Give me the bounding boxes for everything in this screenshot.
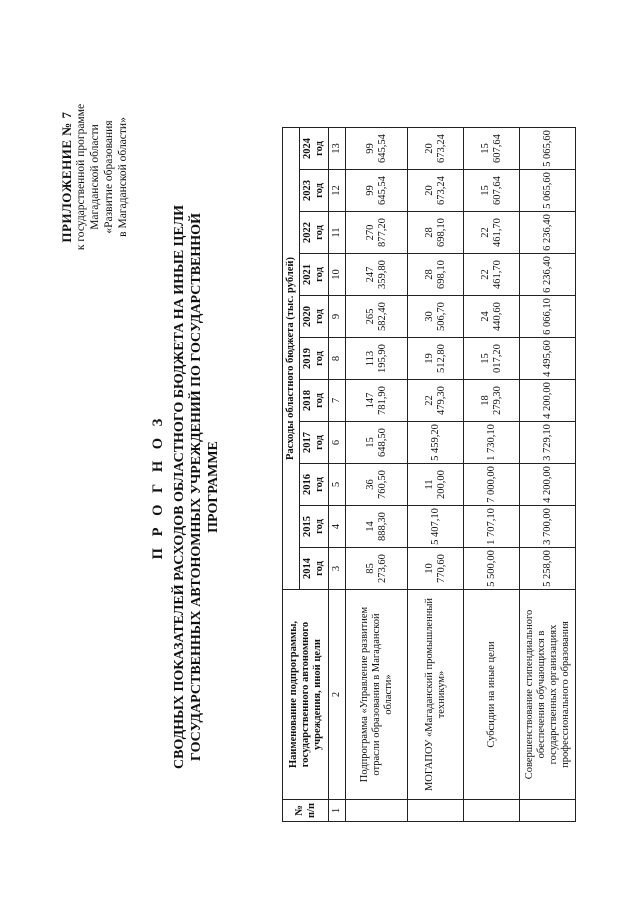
row-value: 270 877,20: [346, 212, 408, 254]
document-page: [20, 32, 620, 872]
year-header: 2021 год: [300, 254, 329, 296]
row-value: 28 698,10: [408, 254, 464, 296]
appendix-line: «Развитие образования: [103, 120, 115, 234]
row-value: 5 065,60: [520, 128, 576, 170]
row-name: Подпрограмма «Управление развитием отрасли образования в Магаданской области»: [346, 590, 408, 800]
year-header: 2014 год: [300, 548, 329, 590]
table-row: [520, 128, 576, 822]
row-value: 10 770,60: [408, 548, 464, 590]
row-value: 265 582,40: [346, 296, 408, 338]
table-body: [346, 128, 576, 822]
appendix-line: в Магаданской области»: [117, 117, 129, 237]
row-value: 5 407,10: [408, 506, 464, 548]
year-header: 2024 год: [300, 128, 329, 170]
table-row: [464, 128, 520, 822]
row-value: 85 273,60: [346, 548, 408, 590]
row-value: 22 461,70: [464, 212, 520, 254]
row-value: 147 781,90: [346, 380, 408, 422]
column-number: 11: [329, 212, 346, 254]
document-heading: [150, 182, 222, 792]
row-value: 1 730,10: [464, 422, 520, 464]
row-value: 6 066,10: [520, 296, 576, 338]
row-value: 4 200,00: [520, 380, 576, 422]
row-value: 247 359,80: [346, 254, 408, 296]
row-value: 99 645,54: [346, 128, 408, 170]
row-value: 18 279,30: [464, 380, 520, 422]
header-name: Наименование подпрограммы, государственного автономного учреждения, иной цели: [283, 590, 329, 800]
row-value: 14 888,30: [346, 506, 408, 548]
row-value: 19 512,80: [408, 338, 464, 380]
row-value: 24 440,60: [464, 296, 520, 338]
row-value: 7 000,00: [464, 464, 520, 506]
column-number: 4: [329, 506, 346, 548]
column-number: 6: [329, 422, 346, 464]
row-value: 30 506,70: [408, 296, 464, 338]
row-value: 5 500,00: [464, 548, 520, 590]
row-value: 4 495,60: [520, 338, 576, 380]
row-value: 3 729,10: [520, 422, 576, 464]
year-header: 2017 год: [300, 422, 329, 464]
budget-table: [282, 127, 576, 822]
row-number: [408, 800, 464, 822]
year-header: 2020 год: [300, 296, 329, 338]
appendix-block: [60, 62, 130, 292]
row-name: Субсидии на иные цели: [464, 590, 520, 800]
column-number: 7: [329, 380, 346, 422]
column-number: 9: [329, 296, 346, 338]
column-number: 13: [329, 128, 346, 170]
column-number-row: [329, 128, 346, 822]
row-number: [520, 800, 576, 822]
table-header-row: [283, 128, 300, 822]
row-value: 6 236,40: [520, 254, 576, 296]
appendix-title: ПРИЛОЖЕНИЕ № 7: [59, 111, 74, 243]
year-header: 2023 год: [300, 170, 329, 212]
row-value: 3 700,00: [520, 506, 576, 548]
heading-line: ГОСУДАРСТВЕННЫХ АВТОНОМНЫХ УЧРЕЖДЕНИЙ ПО ГОСУДАРСТВЕННОЙ: [189, 213, 204, 761]
row-value: 22 479,30: [408, 380, 464, 422]
heading-line: ПРОГРАММЕ: [206, 441, 221, 533]
year-header: 2018 год: [300, 380, 329, 422]
table-row: [408, 128, 464, 822]
row-value: 4 200,00: [520, 464, 576, 506]
column-number: 12: [329, 170, 346, 212]
table-row: [346, 128, 408, 822]
row-name: МОГАПОУ «Магаданский промышленный техникум»: [408, 590, 464, 800]
row-value: 1 707,10: [464, 506, 520, 548]
row-value: 36 760,50: [346, 464, 408, 506]
column-number: 10: [329, 254, 346, 296]
row-value: 11 200,00: [408, 464, 464, 506]
row-number: [464, 800, 520, 822]
row-value: 15 607,64: [464, 128, 520, 170]
heading-forecast: П Р О Г Н О З: [150, 414, 166, 560]
row-value: 15 648,50: [346, 422, 408, 464]
year-header: 2015 год: [300, 506, 329, 548]
row-value: 5 065,60: [520, 170, 576, 212]
row-value: 15 017,20: [464, 338, 520, 380]
row-value: 113 195,90: [346, 338, 408, 380]
column-number: 2: [329, 590, 346, 800]
column-number: 5: [329, 464, 346, 506]
row-value: 22 461,70: [464, 254, 520, 296]
year-header: 2019 год: [300, 338, 329, 380]
year-header: 2022 год: [300, 212, 329, 254]
appendix-line: к государственной программе: [75, 103, 87, 251]
column-number: 8: [329, 338, 346, 380]
row-value: 6 236,40: [520, 212, 576, 254]
year-header: 2016 год: [300, 464, 329, 506]
row-value: 99 645,54: [346, 170, 408, 212]
row-number: [346, 800, 408, 822]
row-value: 20 673,24: [408, 128, 464, 170]
row-value: 15 607,64: [464, 170, 520, 212]
row-value: 28 698,10: [408, 212, 464, 254]
column-number: 3: [329, 548, 346, 590]
row-value: 5 459,20: [408, 422, 464, 464]
row-name: Совершенствование стипендиального обеспечения обучающихся в государственных организациях профессионального образования: [520, 590, 576, 800]
row-value: 20 673,24: [408, 170, 464, 212]
row-value: 5 258,00: [520, 548, 576, 590]
column-number: 1: [329, 800, 346, 822]
header-number: № п/п: [283, 800, 329, 822]
header-expenses: Расходы областного бюджета (тыс. рублей): [283, 128, 300, 590]
appendix-line: Магаданской области: [89, 124, 101, 230]
heading-line: СВОДНЫХ ПОКАЗАТЕЛЕЙ РАСХОДОВ ОБЛАСТНОГО БЮДЖЕТА НА ИНЫЕ ЦЕЛИ: [172, 204, 187, 770]
